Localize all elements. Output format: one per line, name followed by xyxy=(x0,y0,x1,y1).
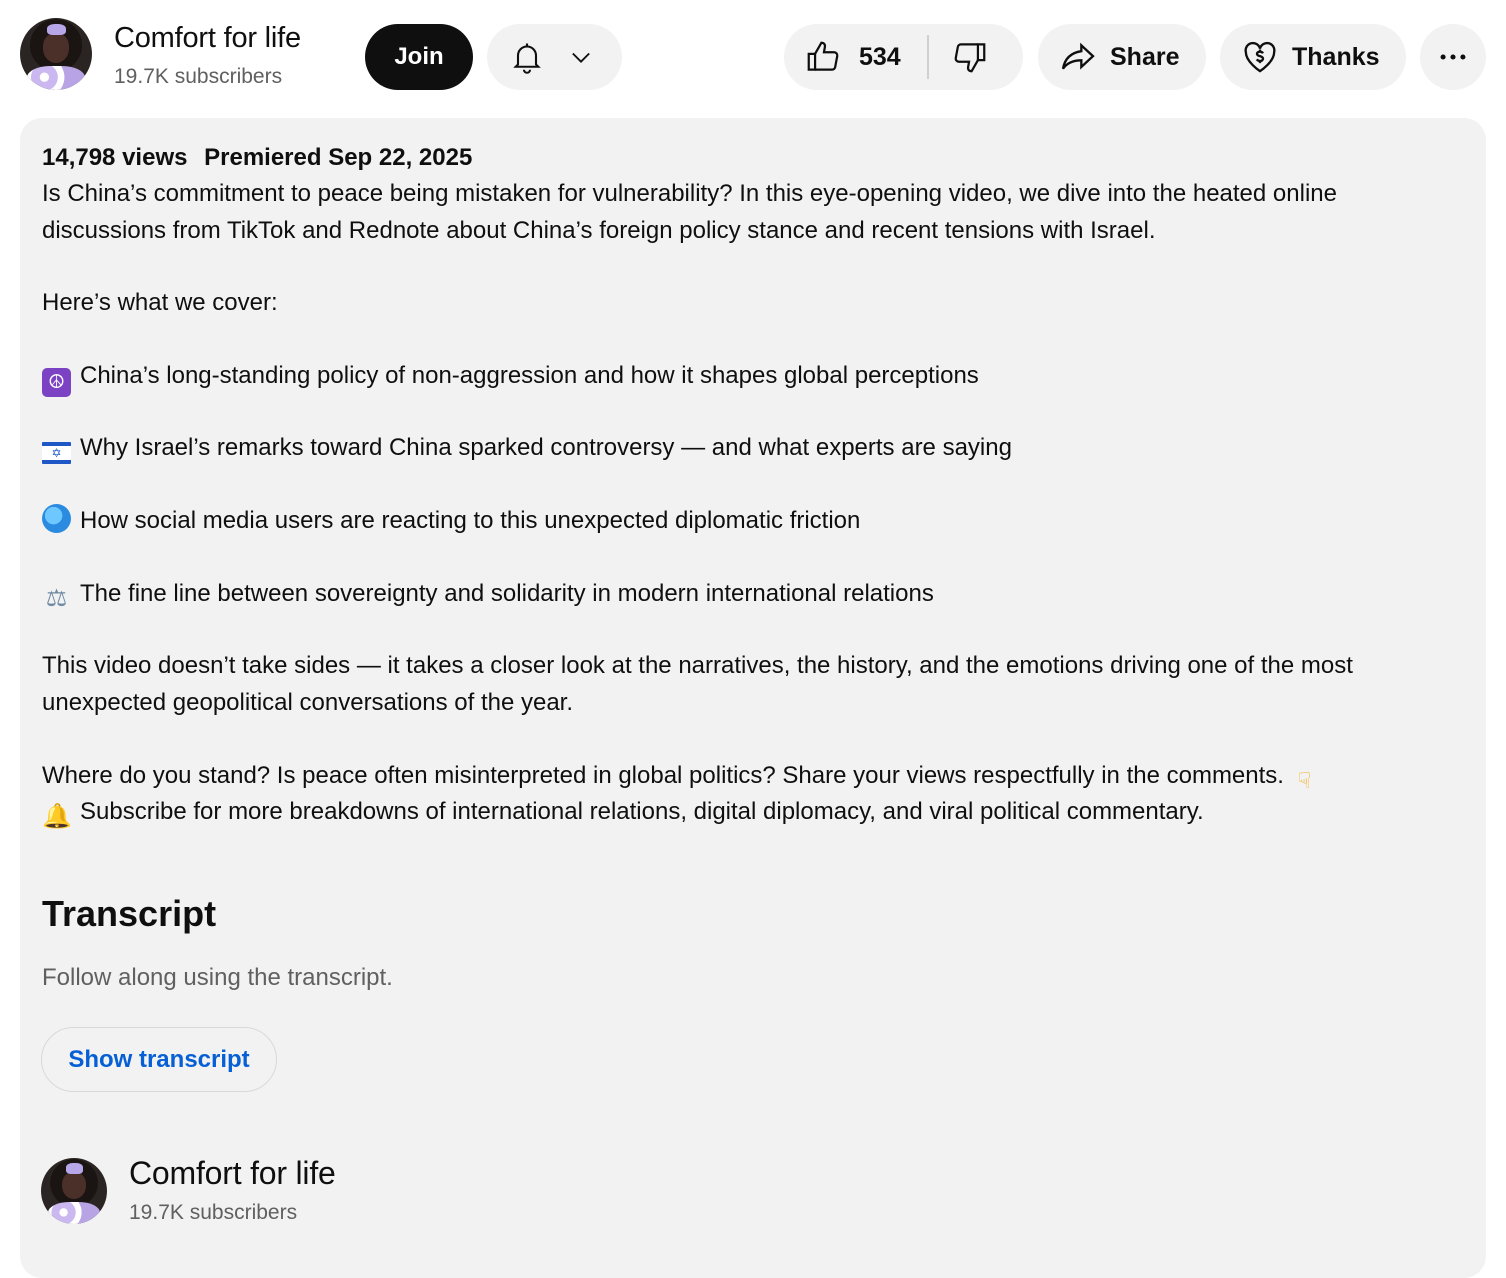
balance-scale-icon: ⚖ xyxy=(45,584,68,612)
like-count: 534 xyxy=(859,42,901,71)
description-question xyxy=(42,758,1462,796)
description-point xyxy=(42,430,1462,467)
subscriber-count: 19.7K subscribers xyxy=(114,65,283,88)
transcript-subtitle: Follow along using the transcript. xyxy=(42,964,393,991)
video-actions-bar xyxy=(0,0,1506,118)
thumbs-down-icon xyxy=(951,38,989,76)
more-actions-button[interactable] xyxy=(1420,24,1486,90)
footer-subscriber-count: 19.7K subscribers xyxy=(129,1201,298,1224)
description-subscribe-cta xyxy=(42,794,1462,831)
like-dislike-group xyxy=(784,24,1023,90)
point-text: How social media users are reacting to this unexpected diplomatic friction xyxy=(80,507,861,534)
description-intro: Is China’s commitment to peace being mistaken for vulnerability? In this eye-opening video, we dive into the heated online discussions from TikTok and Rednote about China’s foreign policy stance and recent tensions with Israel. xyxy=(42,180,1337,244)
chevron-down-icon xyxy=(567,43,595,71)
show-transcript-button[interactable]: Show transcript xyxy=(41,1027,277,1092)
point-text: China’s long-standing policy of non-aggression and how it shapes global perceptions xyxy=(80,362,979,389)
join-button[interactable]: Join xyxy=(365,24,473,90)
bell-icon xyxy=(509,39,545,75)
description-point xyxy=(42,503,1462,540)
video-meta xyxy=(42,143,472,173)
bell-emoji-icon: 🔔 xyxy=(42,802,72,830)
globe-icon xyxy=(42,504,71,533)
channel-name[interactable]: Comfort for life xyxy=(114,22,301,54)
share-arrow-icon xyxy=(1058,37,1098,77)
channel-avatar[interactable] xyxy=(20,18,92,90)
dislike-button[interactable] xyxy=(929,24,989,90)
pointing-down-icon: ☟ xyxy=(1297,769,1312,794)
thumbs-up-icon xyxy=(804,38,842,76)
thanks-button[interactable] xyxy=(1220,24,1406,90)
description-point xyxy=(42,358,1462,397)
question-text: Where do you stand? Is peace often misinterpreted in global politics? Share your views respectfully in the comments. xyxy=(42,762,1284,789)
share-button[interactable] xyxy=(1038,24,1206,90)
premiere-date: Premiered Sep 22, 2025 xyxy=(204,144,473,171)
notification-bell-button[interactable] xyxy=(487,24,622,90)
peace-symbol-icon: ☮ xyxy=(42,368,71,397)
more-horizontal-icon xyxy=(1436,40,1470,74)
footer-channel-name[interactable]: Comfort for life xyxy=(129,1155,336,1191)
view-count: 14,798 views xyxy=(42,144,188,171)
footer-channel-avatar[interactable] xyxy=(41,1158,107,1224)
like-button[interactable] xyxy=(784,24,901,90)
transcript-heading: Transcript xyxy=(42,893,217,934)
point-text: Why Israel’s remarks toward China sparked controversy — and what experts are saying xyxy=(80,434,1012,461)
subscribe-cta-text: Subscribe for more breakdowns of international relations, digital diplomacy, and viral political commentary. xyxy=(80,798,1204,825)
description-cover-heading: Here’s what we cover: xyxy=(42,289,278,316)
description-point xyxy=(42,576,1462,613)
point-text: The fine line between sovereignty and solidarity in modern international relations xyxy=(80,580,934,607)
heart-dollar-icon xyxy=(1240,37,1280,77)
thanks-label: Thanks xyxy=(1292,42,1380,71)
israel-flag-icon: ✡ xyxy=(42,442,71,464)
share-label: Share xyxy=(1110,42,1180,71)
description-closing: This video doesn’t take sides — it takes a closer look at the narratives, the history, and the emotions driving one of the most unexpected geopolitical conversations of the year. xyxy=(42,652,1353,716)
